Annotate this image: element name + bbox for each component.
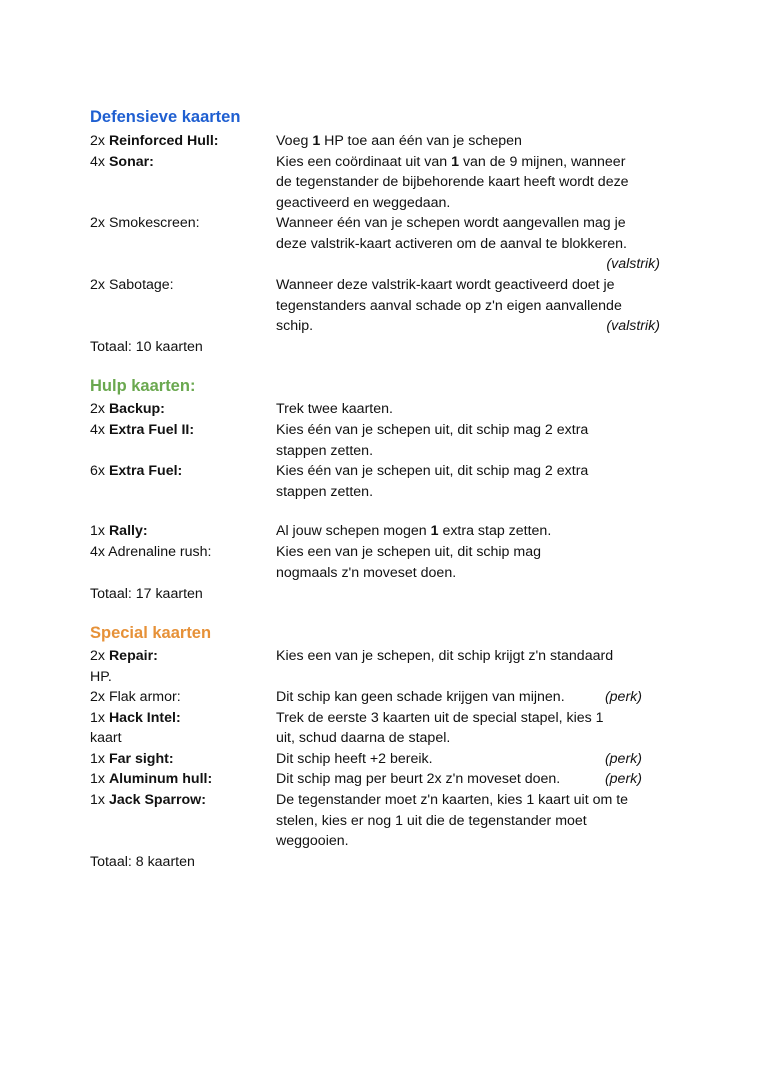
- card-row-reinforced-hull: [90, 131, 670, 152]
- card-description-line: weggooien.: [276, 833, 349, 849]
- card-description: Dit schip mag per beurt 2x z'n moveset doen.: [276, 771, 561, 787]
- card-flag-valstrik: (valstrik): [606, 256, 660, 272]
- card-count: 2x: [90, 689, 105, 705]
- card-name: Sabotage:: [108, 277, 174, 293]
- card-description: De tegenstander moet z'n kaarten, kies 1 kaart uit om te: [276, 792, 629, 808]
- card-description: Wanneer deze valstrik-kaart wordt geactiveerd doet je: [276, 277, 615, 293]
- card-flag-valstrik: (valstrik): [606, 318, 660, 334]
- card-description-line: de tegenstander de bijbehorende kaart heeft wordt deze: [276, 174, 629, 190]
- card-name: Far sight:: [108, 750, 174, 767]
- card-description-line: deze valstrik-kaart activeren om de aanval te blokkeren.: [276, 235, 627, 252]
- card-count: 4x: [90, 422, 105, 438]
- card-description-line: geactiveerd en weggedaan.: [276, 194, 451, 211]
- card-name: Sonar:: [108, 153, 154, 170]
- card-description: Al jouw schepen mogen 1 extra stap zetten.: [276, 523, 552, 539]
- card-description-line: stappen zetten.: [276, 483, 374, 500]
- section-title-defensive: Defensieve kaarten: [90, 108, 241, 126]
- card-name: Extra Fuel:: [108, 463, 183, 479]
- card-description: Kies een coördinaat uit van 1 van de 9 mijnen, wanneer: [276, 153, 626, 170]
- card-row-flak-armor: [90, 687, 670, 708]
- card-name: Repair:: [108, 648, 158, 664]
- card-description: Kies één van je schepen uit, dit schip mag 2 extra: [276, 422, 589, 438]
- section-title-help: Hulp kaarten:: [90, 377, 196, 395]
- card-row-extra-fuel-ii: [90, 420, 670, 441]
- card-description-line: schip. (valstrik): [90, 316, 670, 337]
- card-description-line: tegenstanders aanval schade op z'n eigen aanvallende: [276, 297, 622, 314]
- card-row-rally: [90, 521, 670, 542]
- card-count: 2x: [90, 277, 105, 293]
- card-description: Dit schip kan geen schade krijgen van mijnen.: [276, 689, 565, 705]
- card-count: 2x: [90, 133, 105, 149]
- card-count: 2x: [90, 215, 105, 231]
- card-name: Reinforced Hull:: [108, 133, 219, 149]
- card-row-adrenaline-rush: [90, 542, 670, 563]
- card-row-extra-fuel: [90, 461, 670, 482]
- card-description: Trek de eerste 3 kaarten uit de special stapel, kies 1: [276, 709, 604, 726]
- card-name: Adrenaline rush:: [108, 544, 212, 560]
- card-description: Voeg 1 HP toe aan één van je schepen: [276, 133, 522, 149]
- card-name: Aluminum hull:: [108, 771, 213, 787]
- card-row-far-sight: [90, 749, 670, 770]
- card-flag-perk: (perk): [604, 771, 642, 787]
- card-row-hack-intel: [90, 708, 670, 729]
- card-count: 1x: [90, 523, 105, 539]
- section-total-defensive: Totaal: 10 kaarten: [90, 339, 203, 355]
- section-total-help: Totaal: 17 kaarten: [90, 586, 203, 602]
- card-count: 6x: [90, 463, 105, 479]
- card-flag-line: [90, 254, 670, 275]
- card-name: Hack Intel:: [108, 709, 181, 726]
- card-count: 1x: [90, 750, 105, 767]
- card-count: 4x: [90, 153, 105, 170]
- card-description-wrap: kaart: [90, 730, 122, 746]
- card-description-wrap: HP.: [90, 668, 112, 685]
- card-row-backup: [90, 399, 670, 420]
- card-name: Jack Sparrow:: [108, 792, 206, 808]
- card-flag-perk: (perk): [604, 750, 642, 767]
- card-description: Kies een van je schepen uit, dit schip mag: [276, 544, 541, 560]
- card-description: Dit schip heeft +2 bereik.: [276, 750, 433, 767]
- card-row-repair: [90, 646, 670, 667]
- card-row-sabotage: [90, 275, 670, 296]
- card-name: Smokescreen:: [108, 215, 200, 231]
- card-count: 1x: [90, 771, 105, 787]
- card-row-sonar: [90, 152, 670, 173]
- card-description-line: stappen zetten.: [276, 442, 374, 459]
- section-title-special: Special kaarten: [90, 624, 212, 642]
- card-name: Extra Fuel II:: [108, 422, 195, 438]
- section-total-special: Totaal: 8 kaarten: [90, 854, 195, 870]
- card-description-line: kaart uit, schud daarna de stapel.: [90, 728, 670, 749]
- card-row-jack-sparrow: [90, 790, 670, 811]
- card-count: 1x: [90, 709, 105, 726]
- card-description: Kies een van je schepen, dit schip krijgt z'n standaard: [276, 648, 614, 664]
- card-name: Flak armor:: [108, 689, 181, 705]
- card-row-smokescreen: [90, 213, 670, 234]
- card-description-line: nogmaals z'n moveset doen.: [276, 564, 457, 581]
- card-name: Rally:: [108, 523, 148, 539]
- card-name: Backup:: [108, 401, 165, 417]
- card-description: Trek twee kaarten.: [276, 401, 393, 417]
- card-description: Wanneer één van je schepen wordt aangevallen mag je: [276, 215, 626, 231]
- card-count: 4x: [90, 544, 105, 560]
- card-count: 2x: [90, 401, 105, 417]
- card-row-aluminum-hull: [90, 769, 670, 790]
- card-count: 1x: [90, 792, 105, 808]
- card-description: Kies één van je schepen uit, dit schip mag 2 extra: [276, 463, 589, 479]
- card-flag-perk: (perk): [604, 689, 642, 705]
- card-description-line: stelen, kies er nog 1 uit die de tegenstander moet: [276, 812, 587, 829]
- card-count: 2x: [90, 648, 105, 664]
